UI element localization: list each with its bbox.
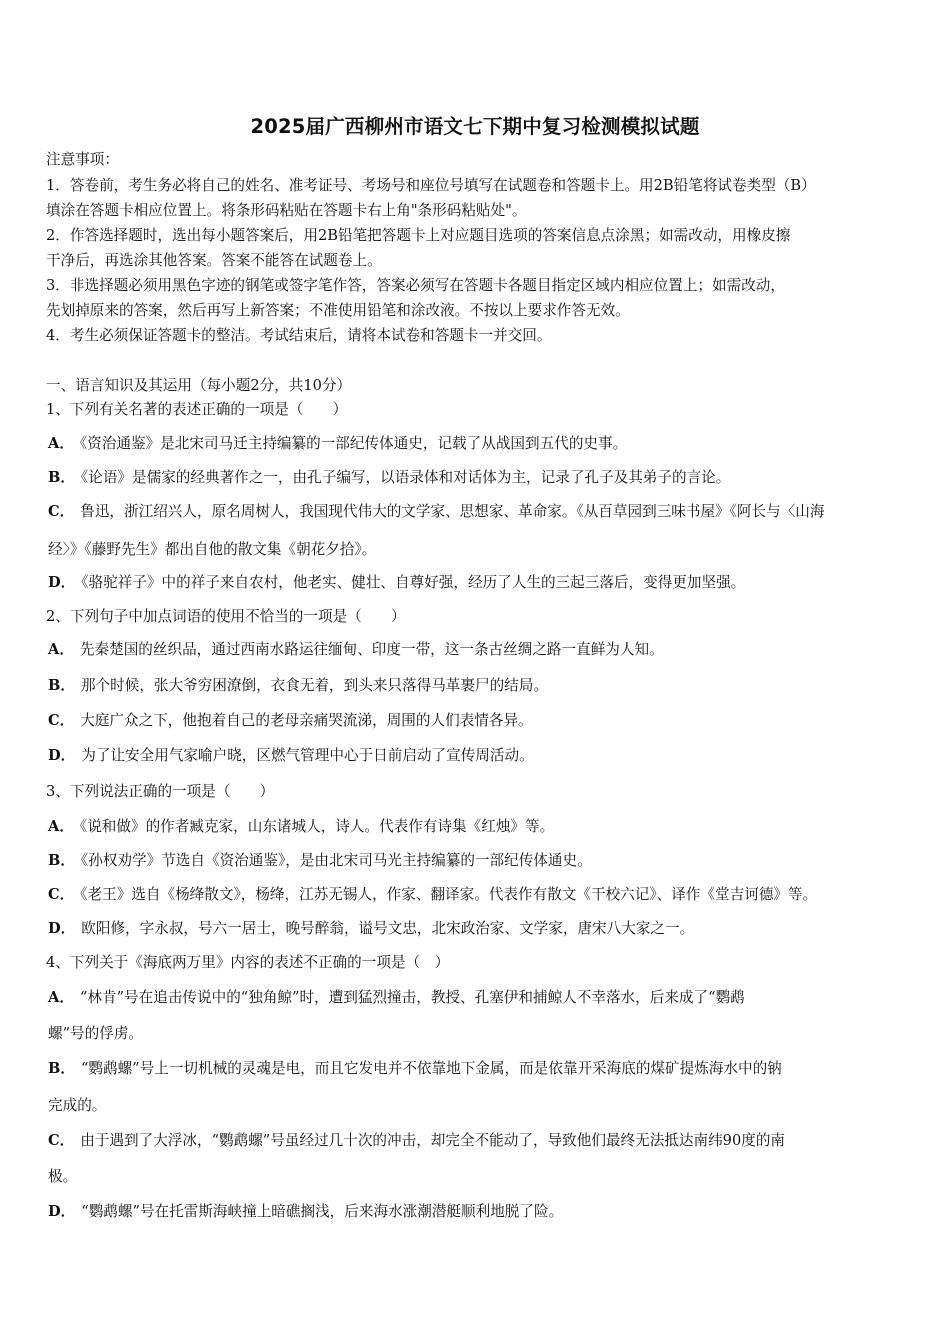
notice-line: 2．作答选择题时，选出每小题答案后，用2B铅笔把答题卡上对应题目选项的答案信息点涂黑；如需改动，用橡皮擦 <box>46 227 791 244</box>
question-3-option-a: A． 《说和做》的作者臧克家，山东诸城人，诗人。代表作有诗集《红烛》等。 <box>48 818 555 835</box>
question-3-stem: 3、下列说法正确的一项是（ ） <box>46 783 275 800</box>
question-3-option-d: D． 欧阳修，字永叔，号六一居士，晚号醉翁，谥号文忠，北宋政治家、文学家，唐宋八大家之一。 <box>48 920 695 937</box>
question-4-option-b-cont: 完成的。 <box>48 1097 107 1114</box>
question-1-stem: 1、下列有关名著的表述正确的一项是（ ） <box>46 401 348 418</box>
notice-line: 3．非选择题必须用黑色字迹的钢笔或签字笔作答，答案必须写在答题卡各题目指定区域内相应位置上；如需改动， <box>46 277 785 294</box>
question-2-option-a: A． 先秦楚国的丝织品，通过西南水路运往缅甸、印度一带，这一条古丝绸之路一直鲜为人知。 <box>48 641 664 658</box>
question-1-option-b: B． 《论语》是儒家的经典著作之一，由孔子编写，以语录体和对话体为主，记录了孔子及其弟子的言论。 <box>48 469 731 486</box>
question-2-option-b: B． 那个时候，张大爷穷困潦倒，衣食无着，到头来只落得马革裹尸的结局。 <box>48 677 548 694</box>
question-1-option-c: C． 鲁迅，浙江绍兴人，原名周树人，我国现代伟大的文学家、思想家、革命家。《从百草园到三味书屋》《阿长与〈山海 <box>48 503 825 520</box>
question-4-stem: 4、下列关于《海底两万里》内容的表述不正确的一项是（ ） <box>46 954 450 971</box>
question-4-option-c: C． 由于遇到了大浮冰，“鹦鹉螺”号虽经过几十次的冲击，却完全不能动了，导致他们最终无法抵达南纬90度的南 <box>48 1132 786 1149</box>
notice-line: 1．答卷前，考生务必将自己的姓名、准考证号、考场号和座位号填写在试题卷和答题卡上。用2B铅笔将试卷类型（B） <box>46 177 816 194</box>
notice-line: 先划掉原来的答案，然后再写上新答案；不准使用铅笔和涂改液。不按以上要求作答无效。 <box>46 302 630 319</box>
question-4-option-b: B． “鹦鹉螺”号上一切机械的灵魂是电，而且它发电并不依靠地下金属，而是依靠开采海底的煤矿提炼海水中的钠 <box>48 1060 782 1077</box>
notice-line: 4．考生必须保证答题卡的整洁。考试结束后，请将本试卷和答题卡一并交回。 <box>46 327 552 344</box>
question-1-option-d: D． 《骆驼祥子》中的祥子来自农村，他老实、健壮、自尊好强，经历了人生的三起三落后，变得更加坚强。 <box>48 574 746 591</box>
question-2-option-c: C． 大庭广众之下，他抱着自己的老母亲痛哭流涕，周围的人们表情各异。 <box>48 712 533 729</box>
page-title: 2025届广西柳州市语文七下期中复习检测模拟试题 <box>250 115 700 138</box>
question-3-option-c: C． 《老王》选自《杨绛散文》，杨绛，江苏无锡人，作家、翻译家。代表作有散文《干校六记》、译作《堂吉诃德》等。 <box>48 886 818 903</box>
question-4-option-c-cont: 极。 <box>48 1168 78 1185</box>
question-4-option-a: A． “林肯”号在追击传说中的“独角鲸”时，遭到猛烈撞击，教授、孔塞伊和捕鲸人不幸落水，后来成了“鹦鹉 <box>48 989 745 1006</box>
question-2-option-d: D． 为了让安全用气家喻户晓，区燃气管理中心于日前启动了宣传周活动。 <box>48 747 534 764</box>
question-1-option-c-cont: 经〉》《藤野先生》都出自他的散文集《朝花夕拾》。 <box>48 541 377 558</box>
question-3-option-b: B． 《孙权劝学》节选自《资治通鉴》，是由北宋司马光主持编纂的一部纪传体通史。 <box>48 852 592 869</box>
question-2-stem: 2、下列句子中加点词语的使用不恰当的一项是（ ） <box>46 608 406 625</box>
notice-line: 干净后，再选涂其他答案。答案不能答在试题卷上。 <box>46 252 382 269</box>
question-4-option-a-cont: 螺”号的俘虏。 <box>48 1025 144 1042</box>
question-4-option-d: D． “鹦鹉螺”号在托雷斯海峡撞上暗礁搁浅，后来海水涨潮潜艇顺利地脱了险。 <box>48 1203 564 1220</box>
notice-heading: 注意事项： <box>46 151 119 168</box>
notice-line: 填涂在答题卡相应位置上。将条形码粘贴在答题卡右上角"条形码粘贴处"。 <box>46 202 527 219</box>
question-1-option-a: A． 《资治通鉴》是北宋司马迁主持编纂的一部纪传体通史，记载了从战国到五代的史事。 <box>48 435 628 452</box>
section-heading: 一、语言知识及其运用（每小题2分，共10分） <box>46 377 352 394</box>
